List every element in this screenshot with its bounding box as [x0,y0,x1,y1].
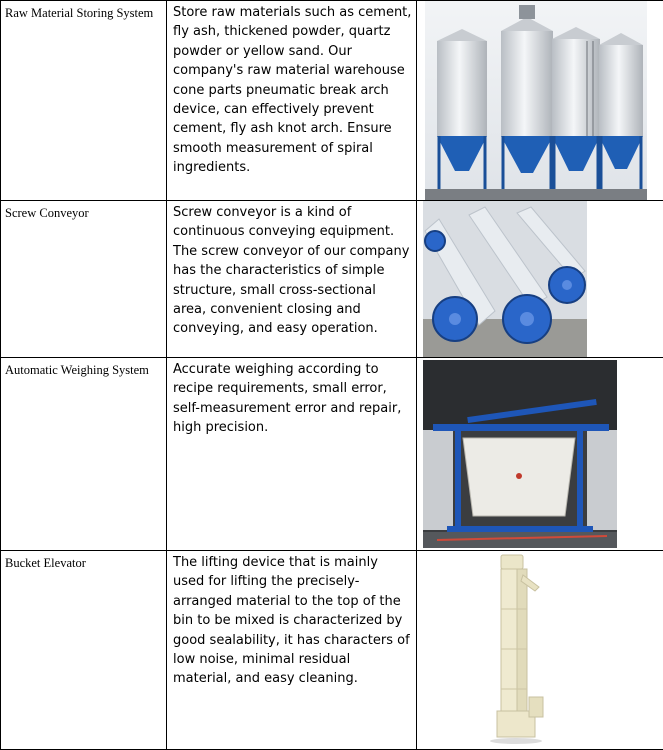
equipment-name: Raw Material Storing System [1,1,166,21]
equipment-description-cell [167,551,417,750]
equipment-description: Store raw materials such as cement, fly ash, thickened powder, quartz powder or yellow sand. Our company's raw material warehouse cone parts pneumatic break arch device, can effectively prevent cement, fly ash knot arch. Ensure smooth measurement of spiral ingredients. [167,1,416,178]
equipment-image-cell [417,1,663,201]
table-row [1,358,663,551]
equipment-image-cell [417,551,663,750]
table-row [1,1,663,201]
equipment-name-cell [1,201,167,358]
equipment-name-cell [1,1,167,201]
equipment-description: The lifting device that is mainly used for lifting the precisely-arranged material to the top of the bin to be mixed is characterized by good sealability, it has characters of low noise, minimal residual material, and easy cleaning. [167,551,416,689]
equipment-name: Bucket Elevator [1,551,166,571]
table-row [1,551,663,750]
equipment-description-cell [167,1,417,201]
silo-image [417,1,663,200]
equipment-name-cell [1,358,167,551]
equipment-description: Accurate weighing according to recipe requirements, small error, self-measurement error and repair, high precision. [167,358,416,438]
equipment-name: Screw Conveyor [1,201,166,221]
equipment-description: Screw conveyor is a kind of continuous conveying equipment. The screw conveyor of our company has the characteristics of simple structure, small cross-sectional area, convenient closing and conveying, and easy operation. [167,201,416,339]
equipment-name: Automatic Weighing System [1,358,166,378]
equipment-description-cell [167,201,417,358]
equipment-image-cell [417,358,663,551]
equipment-description-cell [167,358,417,551]
weighing-hopper-image [417,358,663,550]
equipment-image-cell [417,201,663,358]
equipment-name-cell [1,551,167,750]
screw-conveyor-image [417,201,663,357]
table-row [1,201,663,358]
bucket-elevator-image [417,551,663,749]
